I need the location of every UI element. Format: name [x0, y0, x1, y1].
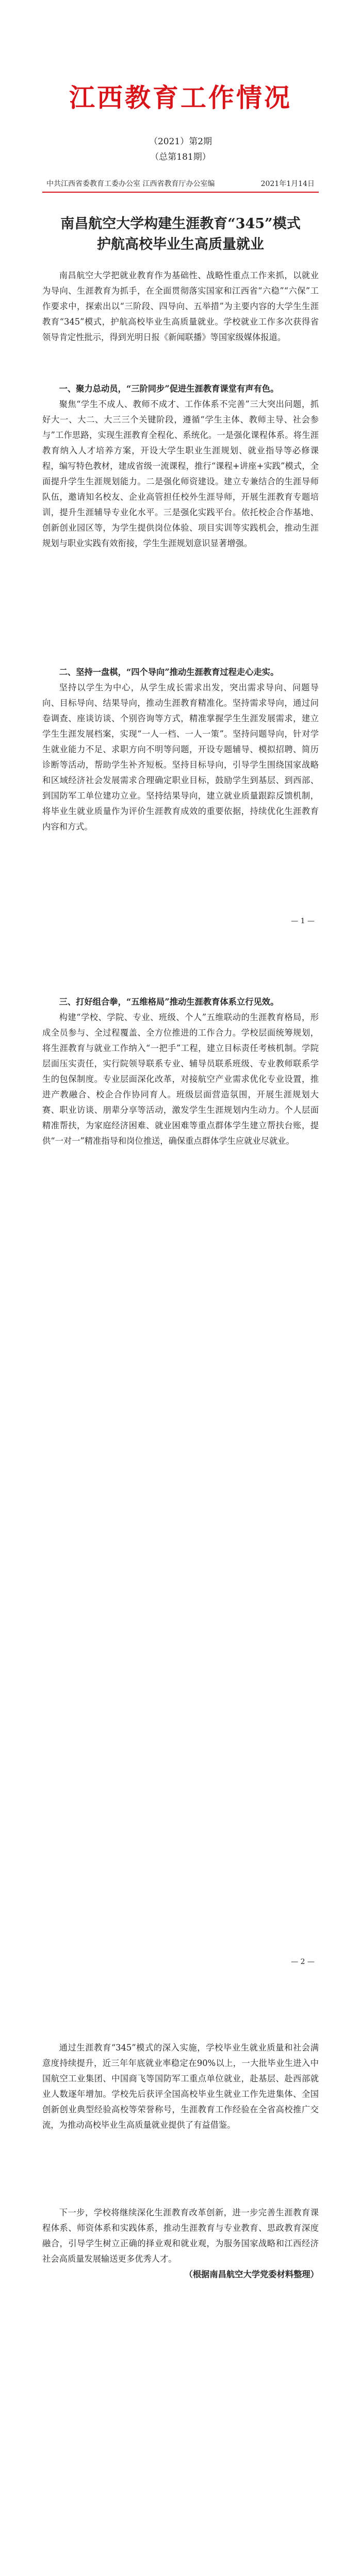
section-3-heading: 三、打好组合拳，“五维格局”推动生涯教育体系立行见效。 [59, 997, 279, 1007]
section-3-body: 构建“学校、学院、专业、班级、个人”五维联动的生涯教育格局，形成全员参与、全过程覆盖、全方位推进的工作合力。学校层面统筹规划，将生涯教育与就业工作纳入“一把手”工程，建立目标责任考核机制。学院层面压实责任，实行院领导联系专业、辅导员联系班级、专业教师联系学生的包保制度。专业层面深化改革，对接航空产业需求优化专业设置，推进产教融合、校企合作协同育人。班级层面营造氛围，开展生涯规划大赛、职业访谈、朋辈分享等活动，激发学生生涯规划内生动力。个人层面精准帮扶，为家庭经济困难、就业困难等重点群体学生建立帮扶台账，提供“一对一”精准指导和岗位推送，确保重点群体学生应就业尽就业。 [42, 1012, 319, 1146]
header-red-rule [42, 192, 319, 193]
section-4-body: 通过生涯教育“345”模式的深入实施，学校毕业生就业质量和社会满意度持续提升，近三年年底就业率稳定在90%以上，一大批毕业生进入中国航空工业集团、中国商飞等国防军工重点单位就业，赴基层、赴西部就业人数逐年增加。学校先后获评全国高校毕业生就业工作先进集体、全国创新创业典型经验高校等荣誉称号，生涯教育工作经验在全省高校推广交流，为推动高校毕业生高质量就业提供了有益借鉴。 [42, 2043, 319, 2130]
masthead-title: 江西教育工作情况 [69, 82, 292, 113]
page-number-1: — 1 — [291, 917, 315, 925]
section-2-heading: 二、坚持一盘棋，“四个导向”推动生涯教育过程走心走实。 [59, 667, 279, 677]
section-2 [42, 665, 319, 835]
section-5-body: 下一步，学校将继续深化生涯教育改革创新，进一步完善生涯教育课程体系、师资体系和实践体系，推动生涯教育与专业教育、思政教育深度融合，引导学生树立正确的择业观和就业观，为服务国家战略和江西经济社会高质量发展输送更多优秀人才。 [42, 2208, 319, 2264]
article-title-line-1: 南昌航空大学构建生涯教育“345”模式 [60, 216, 301, 232]
article-intro: 南昌航空大学把就业教育作为基础性、战略性重点工作来抓，以就业为导向、生涯教育为抓手，在全面贯彻落实国家和江西省“六稳”“六保”工作要求中，探索出以“三阶段、四导向、五举措”为主要内容的大学生生涯教育“345”模式，护航高校毕业生高质量就业。学校就业工作多次获得省领导肯定性批示，得到光明日报《新闻联播》等国家级媒体报道。 [42, 270, 319, 342]
section-1-heading: 一、聚力总动员，“三阶同步”促进生涯教育课堂有声有色。 [59, 384, 279, 394]
article-source: （根据南昌航空大学党委材料整理） [184, 2269, 319, 2279]
section-4 [42, 2040, 319, 2133]
section-5 [42, 2205, 319, 2282]
article-title [41, 214, 320, 255]
issue-number: （2021）第2期 [149, 137, 212, 147]
section-1-body: 聚焦“学生不成人、教师不成才、工作体系不完善”三大突出问题，抓好大一、大二、大三三个关键阶段，遵循“学生主体、教师主导、社会参与”工作思路，实现生涯教育全程化、系统化。一是强化课程体系。将生涯教育纳入人才培养方案，开设大学生职业生涯规划、就业指导等必修课程，编写特色教材，建成省级一流课程，推行“课程+讲座+实践”模式，全面提升学生生涯规划能力。二是强化师资建设。建立专兼结合的生涯导师队伍，邀请知名校友、企业高管担任校外生涯导师，开展生涯教育专题培训，提升生涯辅导专业化水平。三是强化实践平台。依托校企合作基地、创新创业园区等，为学生提供岗位体验、项目实训等实践机会，推动生涯规划与职业实践有效衔接，学生生涯规划意识显著增强。 [42, 399, 319, 548]
section-1 [42, 381, 319, 551]
section-3 [42, 994, 319, 1149]
publisher: 中共江西省委教育工委办公室 江西省教育厅办公室编 [46, 180, 215, 188]
section-2-body: 坚持以学生为中心，从学生成长需求出发，突出需求导向、问题导向、目标导向、结果导向，推动生涯教育精准化。坚持需求导向，通过问卷调查、座谈访谈、个别咨询等方式，精准掌握学生生涯发展需求，建立学生生涯发展档案，实现“一人一档、一人一策”。坚持问题导向，针对学生就业能力不足、求职方向不明等问题，开设专题辅导、模拟招聘、简历诊断等活动，帮助学生补齐短板。坚持目标导向，引导学生围绕国家战略和区域经济社会发展需求合理确定职业目标，鼓励学生到基层、到西部、到国防军工单位建功立业。坚持结果导向，建立就业质量跟踪反馈机制，将毕业生就业质量作为评价生涯教育成效的重要依据，持续优化生涯教育内容和方式。 [42, 683, 319, 832]
article-title-line-2: 护航高校毕业生高质量就业 [97, 236, 264, 252]
publisher-row [46, 178, 315, 189]
total-issue-number: （总第181期） [150, 152, 211, 162]
page-number-2: — 2 — [291, 1958, 315, 1966]
publish-date: 2021年1月14日 [260, 180, 315, 188]
